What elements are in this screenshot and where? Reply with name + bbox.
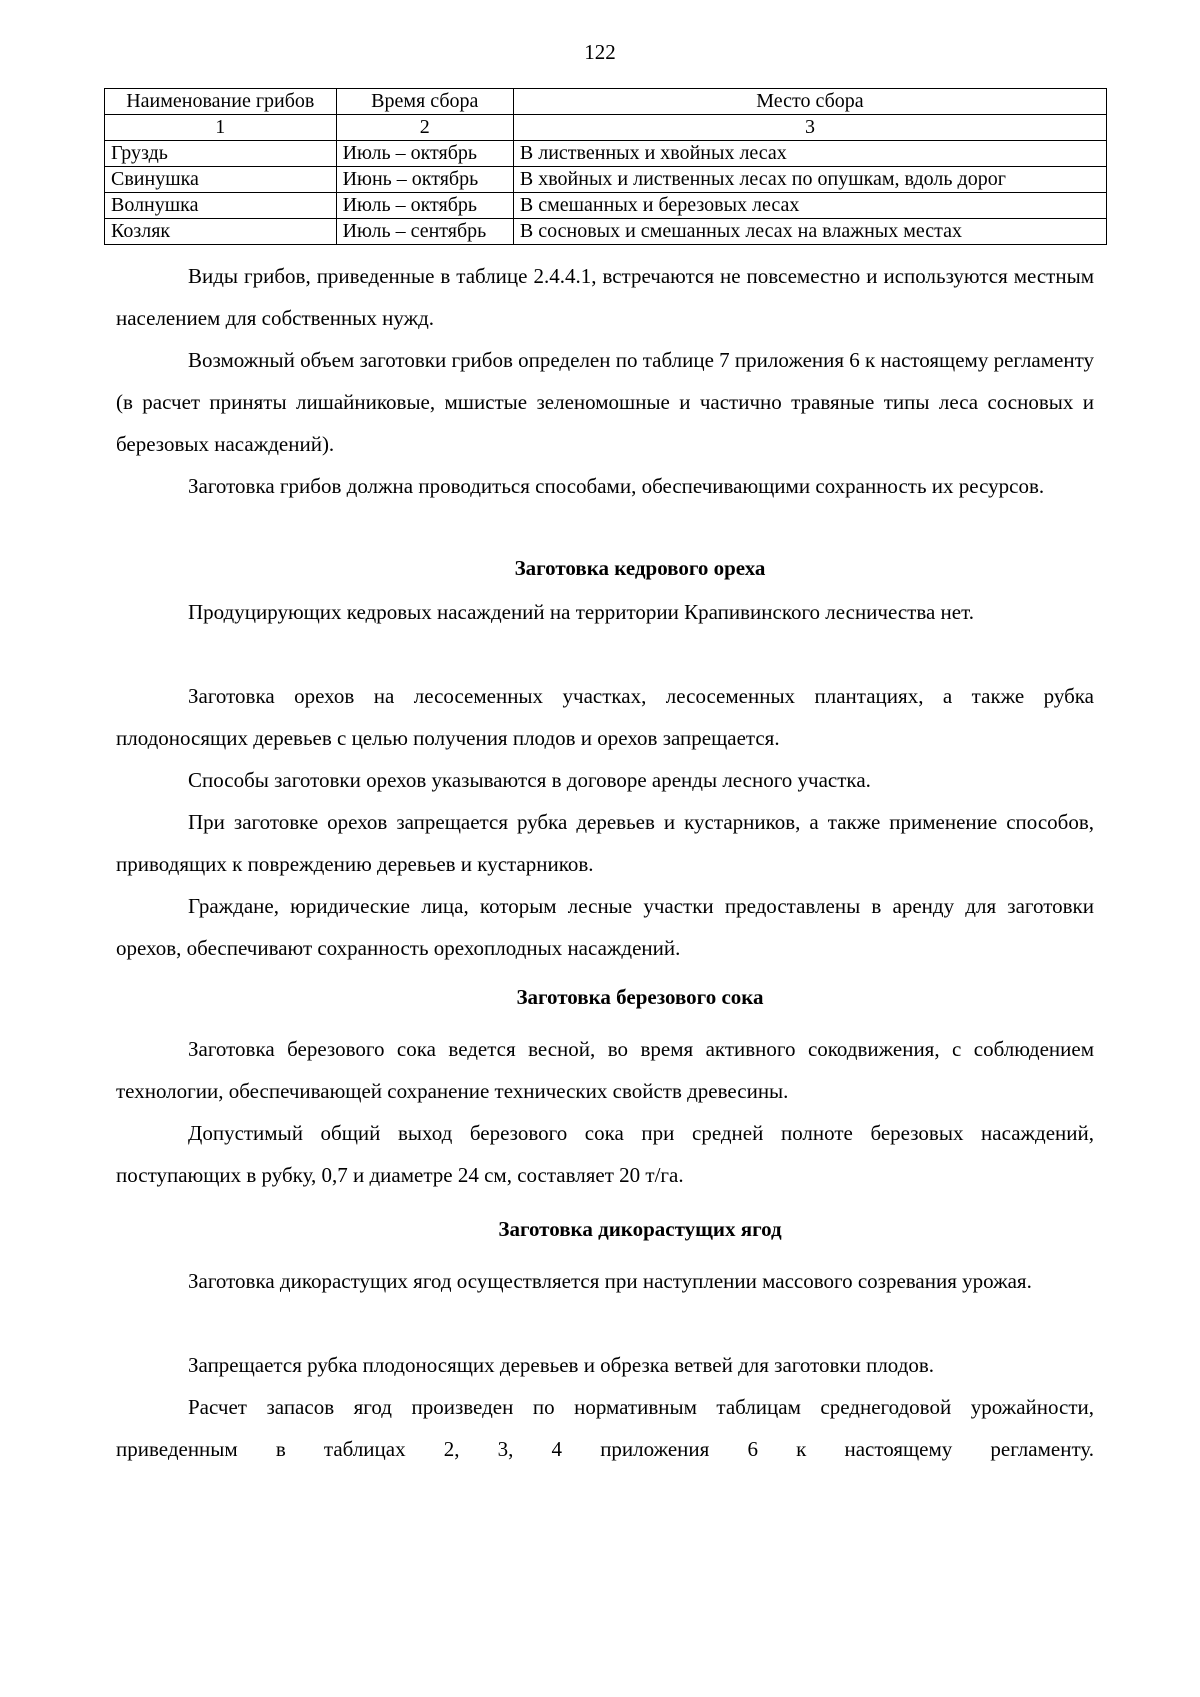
- header-collection-place: Место сбора: [513, 89, 1106, 115]
- paragraph: Продуцирующих кедровых насаждений на территории Крапивинского лесничества нет.: [188, 600, 974, 624]
- paragraph: При заготовке орехов запрещается рубка деревьев и кустарников, а также применение способов, приводящих к повреждению деревьев и кустарников.: [116, 810, 1094, 876]
- column-number: 3: [513, 115, 1106, 141]
- table-row: [105, 167, 1107, 193]
- table-cell: Июль – октябрь: [336, 193, 513, 219]
- table-cell: Груздь: [105, 141, 337, 167]
- column-number: 1: [105, 115, 337, 141]
- table-row: [105, 141, 1107, 167]
- table-cell: В сосновых и смешанных лесах на влажных местах: [513, 219, 1106, 245]
- header-mushroom-name: Наименование грибов: [105, 89, 337, 115]
- mushroom-table: [104, 88, 1107, 245]
- paragraph: Расчет запасов ягод произведен по нормативным таблицам среднегодовой урожайности, приведенным в таблицах 2, 3, 4 приложения 6 к настоящему регламенту.: [116, 1395, 1094, 1461]
- paragraph: Допустимый общий выход березового сока при средней полноте березовых насаждений, поступающих в рубку, 0,7 и диаметре 24 см, составляет 20 т/га.: [116, 1121, 1094, 1187]
- table-cell: В смешанных и березовых лесах: [513, 193, 1106, 219]
- page-number: 122: [584, 40, 616, 64]
- table-cell: Июль – сентябрь: [336, 219, 513, 245]
- paragraph: Запрещается рубка плодоносящих деревьев и обрезка ветвей для заготовки плодов.: [188, 1353, 935, 1377]
- table-header-row: [105, 89, 1107, 115]
- section-heading: Заготовка березового сока: [516, 985, 764, 1009]
- header-collection-time: Время сбора: [336, 89, 513, 115]
- paragraph: Возможный объем заготовки грибов определен по таблице 7 приложения 6 к настоящему регламенту (в расчет приняты лишайниковые, мшистые зеленомошные и частично травяные типы леса сосновых и березовых насаждений).: [116, 348, 1094, 456]
- table-cell: Июль – октябрь: [336, 141, 513, 167]
- table-cell: Волнушка: [105, 193, 337, 219]
- paragraph: Граждане, юридические лица, которым лесные участки предоставлены в аренду для заготовки орехов, обеспечивают сохранность орехоплодных насаждений.: [116, 894, 1094, 960]
- table-column-numbers-row: [105, 115, 1107, 141]
- table-row: [105, 193, 1107, 219]
- column-number: 2: [336, 115, 513, 141]
- table-cell: Июнь – октябрь: [336, 167, 513, 193]
- table-cell: В хвойных и лиственных лесах по опушкам, вдоль дорог: [513, 167, 1106, 193]
- paragraph: Заготовка грибов должна проводиться способами, обеспечивающими сохранность их ресурсов.: [188, 474, 1045, 498]
- paragraph: Заготовка березового сока ведется весной, во время активного сокодвижения, с соблюдением технологии, обеспечивающей сохранение технических свойств древесины.: [116, 1037, 1094, 1103]
- table-cell: Свинушка: [105, 167, 337, 193]
- paragraph: Способы заготовки орехов указываются в договоре аренды лесного участка.: [188, 768, 871, 792]
- paragraph: Заготовка орехов на лесосеменных участках, лесосеменных плантациях, а также рубка плодоносящих деревьев с целью получения плодов и орехов запрещается.: [116, 684, 1094, 750]
- table-cell: В лиственных и хвойных лесах: [513, 141, 1106, 167]
- section-heading: Заготовка кедрового ореха: [514, 556, 766, 580]
- table-row: [105, 219, 1107, 245]
- table-cell: Козляк: [105, 219, 337, 245]
- paragraph: Виды грибов, приведенные в таблице 2.4.4.1, встречаются не повсеместно и используются местным населением для собственных нужд.: [116, 264, 1094, 330]
- section-heading: Заготовка дикорастущих ягод: [498, 1217, 782, 1241]
- paragraph: Заготовка дикорастущих ягод осуществляется при наступлении массового созревания урожая.: [188, 1269, 1032, 1293]
